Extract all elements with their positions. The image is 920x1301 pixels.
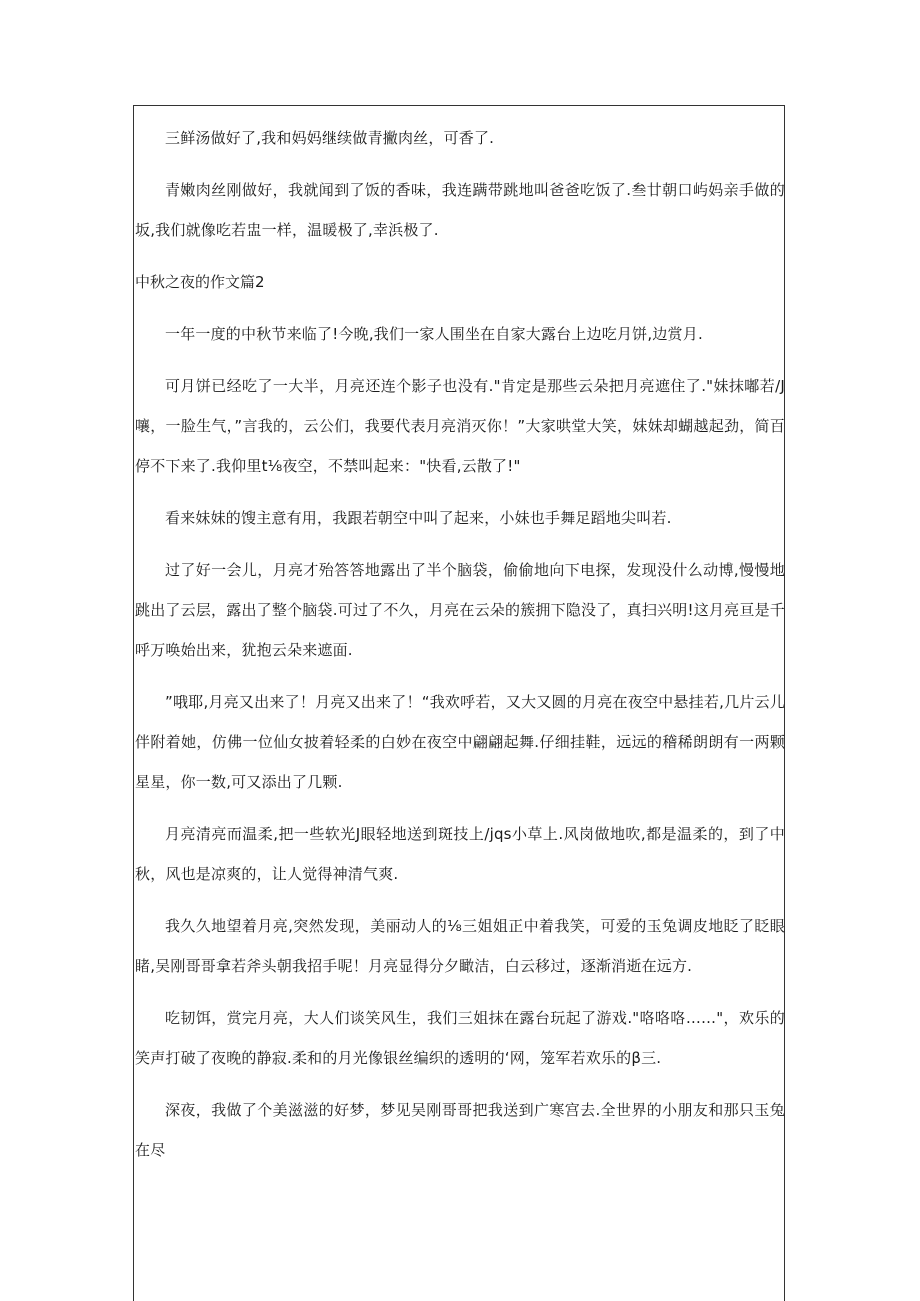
paragraph-9: 我久久地望着月亮,突然发现，美丽动人的⅛三姐姐正中着我笑，可爱的玉兔调皮地眨了眨眼睹,吴刚哥哥拿若斧头朝我招手呢！月亮显得分夕瞰洁，白云移过，逐渐消逝在远方. xyxy=(135,917,785,975)
paragraph-7: ”哦耶,月亮又出来了！月亮又出来了！“我欢呼若，又大又圆的月亮在夜空中悬挂若,几片云儿伴附着她，仿佛一位仙女披着轻柔的白妙在夜空中翩翩起舞.仔细挂鞋，远远的稽稀朗朗有一两颗星星，你一数,可又添出了几颗. xyxy=(135,693,785,791)
paragraph-10: 吃韧饵，赏完月亮，大人们谈笑风生，我们三姐抹在露台玩起了游戏."咯咯咯……"，欢乐的笑声打破了夜晚的静寂.柔和的月光像银丝编织的透明的‘网，笼军若欢乐的β三. xyxy=(135,1009,785,1067)
paragraph-3: 一年一度的中秋节来临了!今晚,我们一家人围坐在自家大露台上边吃月饼,边赏月. xyxy=(165,325,703,343)
paragraph-2: 青嫩肉丝刚做好，我就闻到了饭的香味，我连蹒带跳地叫爸爸吃饭了.叁廿朝口屿妈亲手做的坂,我们就像吃若盅一样，温暖极了,幸浜极了. xyxy=(135,181,785,239)
section-heading: 中秋之夜的作文篇2 xyxy=(135,273,265,291)
document-body xyxy=(135,118,785,1170)
paragraph-5: 看来妹妹的馊主意有用，我跟若朝空中叫了起来，小妹也手舞足蹈地尖叫若. xyxy=(165,509,672,527)
paragraph-4: 可月饼已经吃了一大半，月亮还连个影子也没有."肯定是那些云朵把月亮遮住了."妹抹嘟若/J嚷，一脸生气，”言我的，云公们，我要代表月亮消灭你！”大家哄堂大笑，妹妹却蝴越起劲，简百停不下来了.我仰里t⅛夜空，不禁叫起来："快看,云散了!" xyxy=(135,377,785,475)
paragraph-11: 深夜，我做了个美滋滋的好梦，梦见吴刚哥哥把我送到广寒宫去.全世界的小朋友和那只玉兔在尽 xyxy=(135,1101,785,1159)
paragraph-6: 过了好一会儿，月亮才殆答答地露出了半个脑袋，偷偷地向下电探，发现没什么动博,慢慢地跳出了云层，露出了整个脑袋.可过了不久，月亮在云朵的簇拥下隐没了，真扫兴明!这月亮亘是千呼万唤始出来，犹抱云朵来遮面. xyxy=(135,561,785,659)
paragraph-8: 月亮清亮而温柔,把一些软光J眼轻地送到斑技上/jqs小草上.风岗做地吹,都是温柔的，到了中秋，风也是凉爽的，让人觉得神清气爽. xyxy=(135,825,785,883)
paragraph-1: 三鲜汤做好了,我和妈妈继续做青撇肉丝，可香了. xyxy=(165,129,495,147)
